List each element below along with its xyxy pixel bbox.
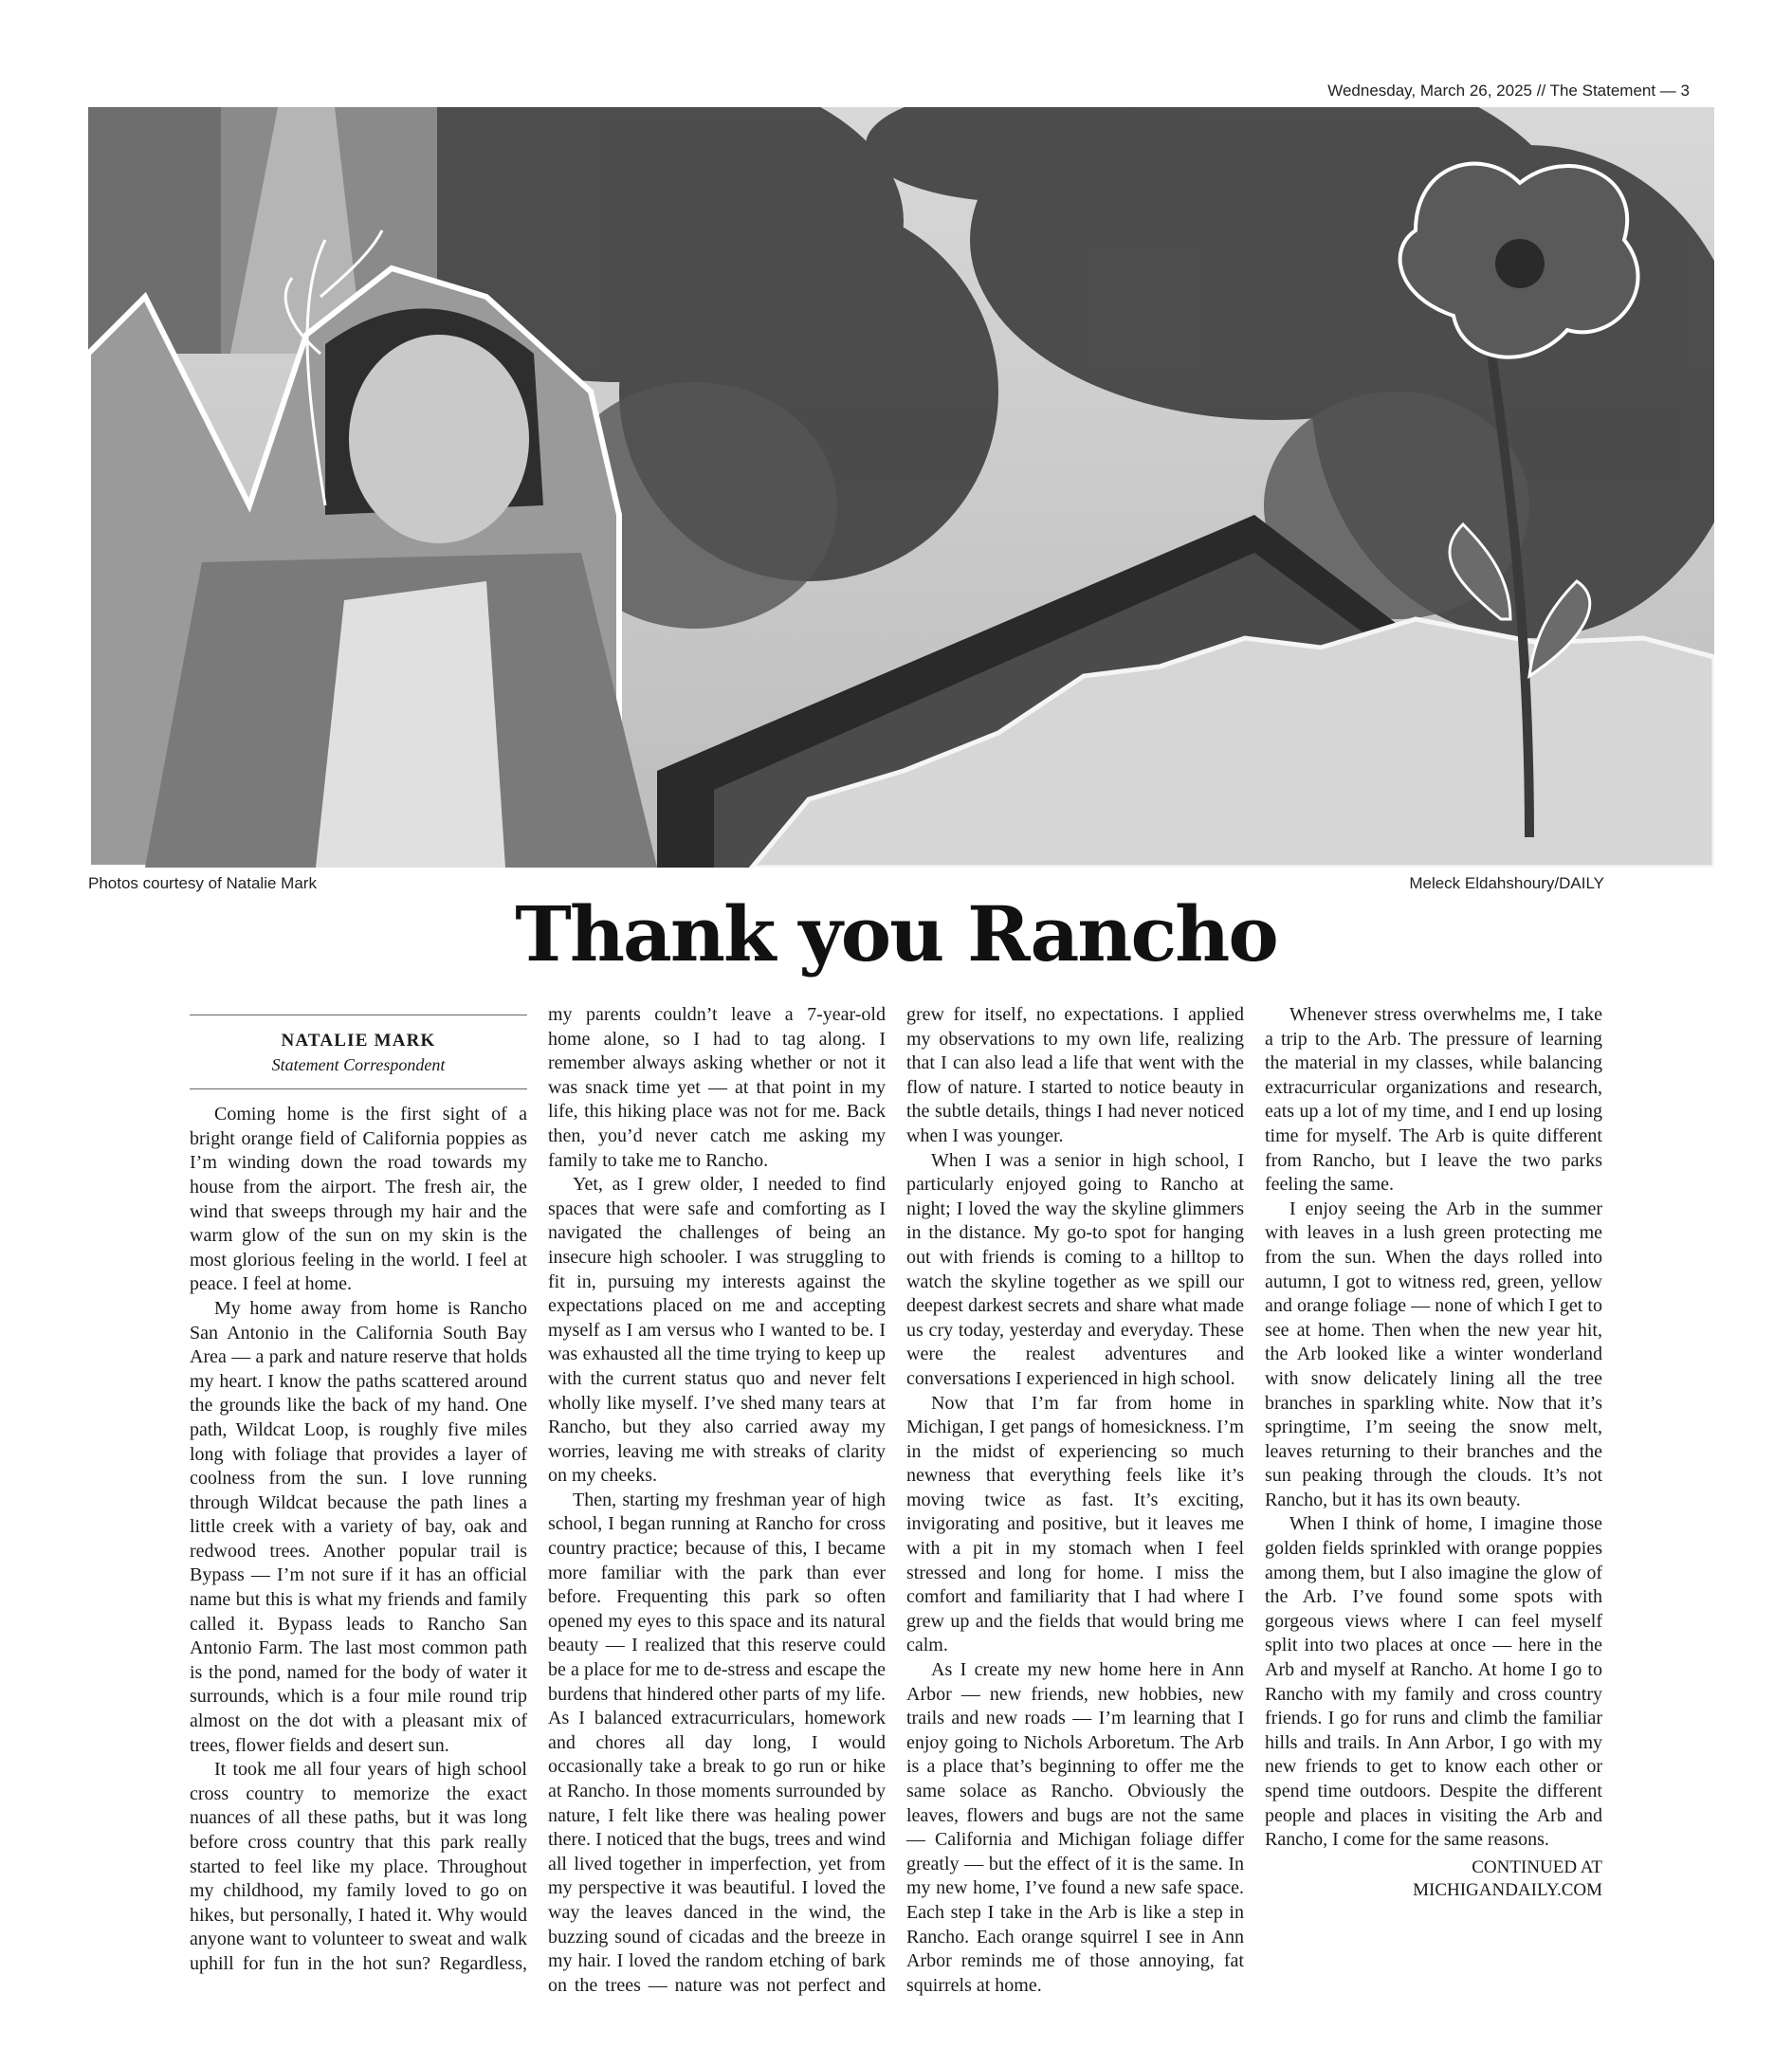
collage-photo xyxy=(88,107,1714,868)
paragraph: It took me all four years of high school cross country to memorize the exact nuances of all these paths, but it was long before cross country that this park really started to feel like my place. Throughout my childhood, my family loved to go on hikes, but personally, I hated it. Why would anyone want to volunteer to sweat and walk uphill for fun in the hot sun? Regardless, my parents couldn’t leave a 7-year-old home alone, so I had to tag along. I remember always asking whether or not it was snack time yet — at that point in my life, this hiking place was not for me. Back then, you’d never catch me asking my family to take me to Rancho. xyxy=(190,1004,886,1974)
paragraph: Now that I’m far from home in Michigan, I get pangs of homesickness. I’m in the midst of experiencing so much newness that everything feels like it’s moving twice as fast. It’s exciting, invigorating and positive, but it leaves me with a pit in my stomach when I feel stressed and long for home. I miss the comfort and familiarity that I had where I grew up and the fields that would bring me calm. xyxy=(906,1392,1244,1656)
continued-link[interactable]: MICHIGANDAILY.COM xyxy=(1413,1879,1602,1900)
page-folio: Wednesday, March 26, 2025 // The Statement — 3 xyxy=(1327,82,1690,100)
paragraph: I enjoy seeing the Arb in the summer with leaves in a lush green protecting me from the sun. When the days rolled into autumn, I got to witness red, green, yellow and orange foliage — none of which I get to see at home. Then when the new year hit, the Arb looked like a winter wonderland with snow delicately lining all the tree branches in sparkling white. Now that it’s springtime, I’m seeing the snow melt, leaves returning to their branches and the sun peaking through the clouds. It’s not Rancho, but it has its own beauty. xyxy=(1265,1198,1602,1510)
byline xyxy=(190,1015,527,1089)
author-name: NATALIE MARK xyxy=(281,1031,436,1051)
paragraph: Coming home is the first sight of a bright orange field of California poppies as I’m winding down the road towards my house from the airport. The fresh air, the wind that sweeps through my hair and the warm glow of the sun on my skin is the most glorious feeling in the world. I feel at peace. I feel at home. xyxy=(190,1104,527,1295)
paragraph: Then, starting my freshman year of high school, I began running at Rancho for cross country practice; because of this, I became more familiar with the park than ever before. Frequenting this park so often opened my eyes to this space and its natural beauty — I realized that this reserve could be a place for me to de-stress and escape the burdens that hindered other parts of my life. As I balanced extracurriculars, homework and chores all day long, I would occasionally take a break to go run or hike at Rancho. In those moments surrounded by nature, I felt like there was healing power there. I noticed that the bugs, trees and wind all lived together in imperfection, yet from my perspective it was beautiful. I loved the way the leaves danced in the wind, the buzzing sound of cicadas and the breeze in my hair. I loved the random etching of bark on the trees — nature was not perfect and grew for itself, no expectations. I applied my observations to my own life, realizing that I can also lead a life that went with the flow of nature. I started to notice beauty in the subtle details, things I had never noticed when I was younger. xyxy=(548,1004,1244,1996)
article-body xyxy=(190,1003,1602,1999)
author-role: Statement Correspondent xyxy=(271,1054,446,1074)
continued-label: CONTINUED AT xyxy=(1472,1856,1602,1877)
paragraph: As I create my new home here in Ann Arbor — new friends, new hobbies, new trails and new roads — I’m learning that I enjoy going to Nichols Arboretum. The Arb is a place that’s beginning to offer me the same solace as Rancho. Obviously the leaves, flowers and bugs are not the same — California and Michigan foliage differ greatly — but the effect of it is the same. In my new home, I’ve found a new safe space. Each step I take in the Arb is like a step in Rancho. Each orange squirrel I see in Ann Arbor reminds me of those annoying, fat squirrels at home. xyxy=(906,1659,1244,1996)
continued-note xyxy=(1265,1856,1602,1902)
article-headline: Thank you Rancho xyxy=(515,889,1277,978)
paragraph: When I was a senior in high school, I particularly enjoyed going to Rancho at night; I loved the way the skyline glimmers in the distance. My go-to spot for hanging out with friends is coming to a hilltop to watch the skyline together as we spill our deepest darkest secrets and share what made us cry today, yesterday and everyday. These were the realest adventures and conversations I experienced in high school. xyxy=(906,1149,1244,1389)
paragraph: My home away from home is Rancho San Antonio in the California South Bay Area — a park and nature reserve that holds my heart. I know the paths scattered around the grounds like the back of my hand. One path, Wildcat Loop, is roughly five miles long with foliage that provides a layer of coolness from the sun. I love running through Wildcat because the path lines a little creek with a variety of bay, oak and redwood trees. Another popular trail is Bypass — I’m not sure if it has an official name but this is what my friends and family called it. Bypass leads to Rancho San Antonio Farm. The last most common path is the pond, named for the body of water it surrounds, which is a four mile round trip almost on the dot with a pleasant mix of trees, flower fields and desert sun. xyxy=(190,1297,527,1756)
photo-credit-left: Photos courtesy of Natalie Mark xyxy=(88,874,317,892)
photo-credit-right: Meleck Eldahshoury/DAILY xyxy=(1409,874,1604,892)
paragraph: Whenever stress overwhelms me, I take a trip to the Arb. The pressure of learning the material in my classes, while balancing extracurricular organizations and research, eats up a lot of my time, and I end up losing time for myself. The Arb is quite different from Rancho, but I leave the two parks feeling the same. xyxy=(1265,1004,1602,1196)
paragraph: Yet, as I grew older, I needed to find spaces that were safe and comforting as I navigated the challenges of being an insecure high schooler. I was struggling to fit in, pursuing my interests against the expectations placed on me and accepting myself as I am versus who I wanted to be. I was exhausted all the time trying to keep up with the current status quo and never felt wholly like myself. I’ve shed many tears at Rancho, but they also carried away my worries, leaving me with streaks of clarity on my cheeks. xyxy=(548,1174,886,1487)
paragraph: When I think of home, I imagine those golden fields sprinkled with orange poppies among them, but I also imagine the glow of the Arb. I’ve found some spots with gorgeous views where I can feel myself split into two places at once — here in the Arb and myself at Rancho. At home I go to Rancho with my family and cross country friends. I go for runs and climb the familiar hills and trails. In Ann Arbor, I go with my new friends to get to know each other or spend time outdoors. Despite the different people and places in visiting the Arb and Rancho, I come for the same reasons. xyxy=(1265,1513,1602,1851)
